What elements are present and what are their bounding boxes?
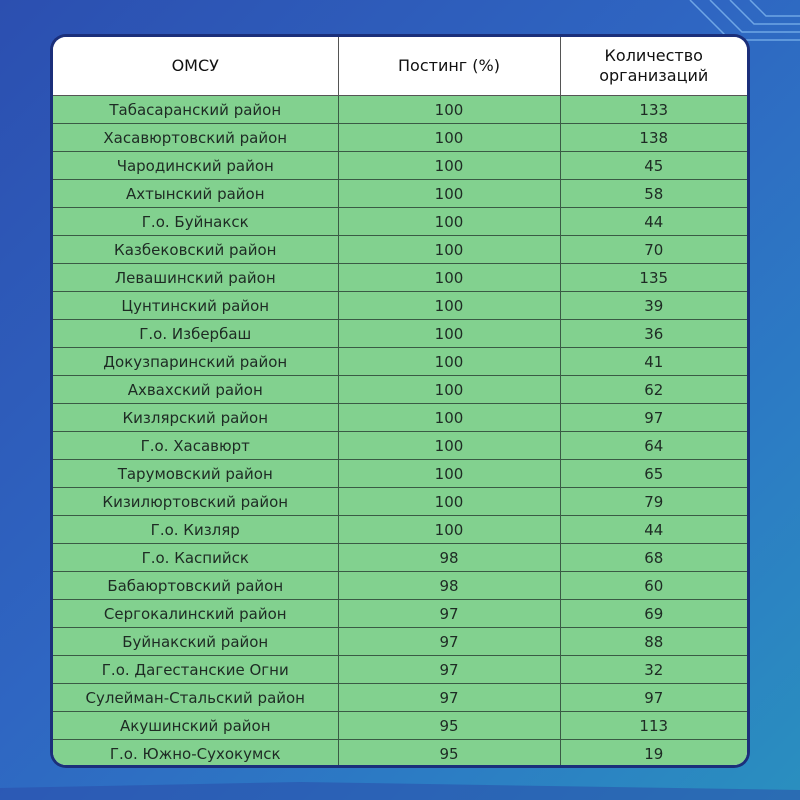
cell-omsu: Чародинский район: [53, 152, 338, 180]
table-row: [53, 656, 747, 684]
table-row: [53, 712, 747, 740]
table-card: [50, 34, 750, 768]
table-row: [53, 572, 747, 600]
cell-omsu: Левашинский район: [53, 264, 338, 292]
ranking-table: [53, 37, 747, 765]
cell-omsu: Бабаюртовский район: [53, 572, 338, 600]
cell-org-count: 135: [560, 264, 747, 292]
cell-org-count: 19: [560, 740, 747, 766]
table-row: [53, 628, 747, 656]
table-row: [53, 320, 747, 348]
table-row: [53, 516, 747, 544]
cell-omsu: Докузпаринский район: [53, 348, 338, 376]
header-org-count: Количество организаций: [560, 37, 747, 96]
cell-posting: 100: [338, 376, 560, 404]
cell-omsu: Г.о. Кизляр: [53, 516, 338, 544]
cell-org-count: 44: [560, 516, 747, 544]
cell-org-count: 133: [560, 96, 747, 124]
cell-omsu: Сулейман-Стальский район: [53, 684, 338, 712]
cell-posting: 95: [338, 740, 560, 766]
cell-posting: 100: [338, 96, 560, 124]
cell-org-count: 36: [560, 320, 747, 348]
cell-org-count: 97: [560, 684, 747, 712]
cell-org-count: 113: [560, 712, 747, 740]
cell-omsu: Г.о. Избербаш: [53, 320, 338, 348]
cell-posting: 100: [338, 180, 560, 208]
cell-posting: 100: [338, 432, 560, 460]
cell-org-count: 69: [560, 600, 747, 628]
table-row: [53, 460, 747, 488]
table-row: [53, 684, 747, 712]
cell-posting: 100: [338, 124, 560, 152]
cell-omsu: Г.о. Дагестанские Огни: [53, 656, 338, 684]
table-row: [53, 292, 747, 320]
cell-org-count: 44: [560, 208, 747, 236]
cell-org-count: 41: [560, 348, 747, 376]
table-row: [53, 152, 747, 180]
cell-omsu: Сергокалинский район: [53, 600, 338, 628]
cell-omsu: Ахтынский район: [53, 180, 338, 208]
cell-posting: 97: [338, 684, 560, 712]
cell-org-count: 65: [560, 460, 747, 488]
table-row: [53, 544, 747, 572]
cell-posting: 100: [338, 236, 560, 264]
cell-org-count: 79: [560, 488, 747, 516]
cell-posting: 98: [338, 572, 560, 600]
cell-org-count: 39: [560, 292, 747, 320]
header-posting: Постинг (%): [338, 37, 560, 96]
cell-org-count: 68: [560, 544, 747, 572]
cell-org-count: 88: [560, 628, 747, 656]
cell-org-count: 97: [560, 404, 747, 432]
cell-omsu: Кизлярский район: [53, 404, 338, 432]
cell-omsu: Хасавюртовский район: [53, 124, 338, 152]
cell-posting: 97: [338, 656, 560, 684]
cell-posting: 100: [338, 152, 560, 180]
cell-omsu: Казбековский район: [53, 236, 338, 264]
cell-posting: 97: [338, 600, 560, 628]
cell-omsu: Г.о. Буйнакск: [53, 208, 338, 236]
table-row: [53, 488, 747, 516]
cell-posting: 95: [338, 712, 560, 740]
cell-posting: 100: [338, 404, 560, 432]
header-omsu: ОМСУ: [53, 37, 338, 96]
cell-omsu: Цунтинский район: [53, 292, 338, 320]
cell-posting: 97: [338, 628, 560, 656]
cell-org-count: 32: [560, 656, 747, 684]
cell-org-count: 62: [560, 376, 747, 404]
cell-posting: 100: [338, 516, 560, 544]
table-row: [53, 432, 747, 460]
table-container: [53, 37, 747, 765]
table-body: [53, 96, 747, 766]
cell-omsu: Тарумовский район: [53, 460, 338, 488]
table-row: [53, 124, 747, 152]
cell-posting: 100: [338, 208, 560, 236]
table-row: [53, 740, 747, 766]
table-row: [53, 264, 747, 292]
table-row: [53, 404, 747, 432]
cell-org-count: 138: [560, 124, 747, 152]
table-row: [53, 180, 747, 208]
cell-posting: 100: [338, 488, 560, 516]
cell-org-count: 64: [560, 432, 747, 460]
table-row: [53, 600, 747, 628]
table-row: [53, 236, 747, 264]
cell-posting: 98: [338, 544, 560, 572]
table-row: [53, 96, 747, 124]
cell-omsu: Буйнакский район: [53, 628, 338, 656]
cell-omsu: Г.о. Каспийск: [53, 544, 338, 572]
cell-omsu: Г.о. Хасавюрт: [53, 432, 338, 460]
cell-omsu: Акушинский район: [53, 712, 338, 740]
cell-org-count: 70: [560, 236, 747, 264]
cell-posting: 100: [338, 348, 560, 376]
cell-posting: 100: [338, 292, 560, 320]
cell-omsu: Табасаранский район: [53, 96, 338, 124]
table-row: [53, 208, 747, 236]
cell-org-count: 45: [560, 152, 747, 180]
cell-org-count: 60: [560, 572, 747, 600]
cell-posting: 100: [338, 320, 560, 348]
table-row: [53, 376, 747, 404]
cell-omsu: Кизилюртовский район: [53, 488, 338, 516]
cell-omsu: Г.о. Южно-Сухокумск: [53, 740, 338, 766]
cell-posting: 100: [338, 460, 560, 488]
cell-org-count: 58: [560, 180, 747, 208]
cell-posting: 100: [338, 264, 560, 292]
cell-omsu: Ахвахский район: [53, 376, 338, 404]
table-row: [53, 348, 747, 376]
table-header-row: [53, 37, 747, 96]
